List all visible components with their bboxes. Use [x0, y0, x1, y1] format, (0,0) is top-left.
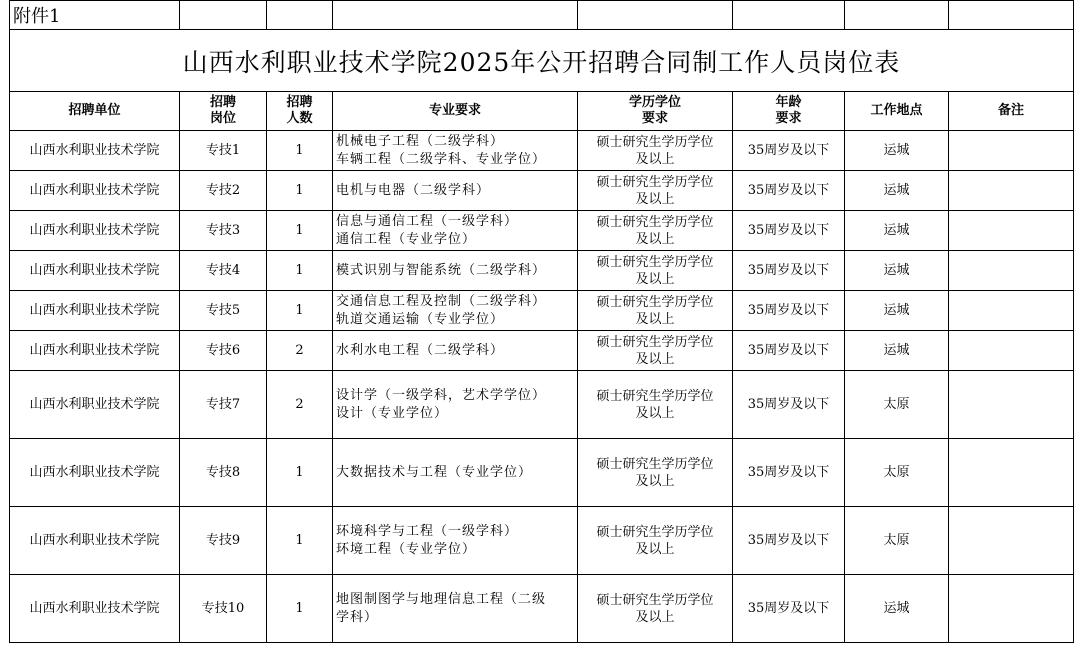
empty-cell: [578, 1, 733, 30]
count-cell: 1: [267, 291, 333, 331]
count-cell: 2: [267, 371, 333, 439]
unit-cell: 山西水利职业技术学院: [10, 575, 180, 643]
degree-line: 硕士研究生学历学位: [596, 254, 714, 270]
location-cell: 运城: [845, 331, 949, 371]
major-line: 水利水电工程（二级学科）: [336, 342, 505, 358]
major-cell: [333, 507, 578, 575]
remarks-cell: [949, 575, 1074, 643]
post-cell: 专技1: [180, 131, 267, 171]
remarks-cell: [949, 439, 1074, 507]
header-count-line: 人数: [286, 111, 313, 126]
post-cell: 专技9: [180, 507, 267, 575]
header-remarks: 备注: [949, 92, 1074, 131]
empty-cell: [180, 1, 267, 30]
major-line: 机械电子工程（二级学科）: [336, 133, 505, 149]
header-degree-line: 学历学位: [628, 95, 681, 110]
degree-cell: [578, 331, 733, 371]
degree-line: 及以上: [635, 473, 675, 489]
remarks-cell: [949, 507, 1074, 575]
degree-line: 及以上: [635, 191, 675, 207]
degree-line: 硕士研究生学历学位: [596, 334, 714, 350]
unit-cell: 山西水利职业技术学院: [10, 131, 180, 171]
age-cell: 35周岁及以下: [733, 371, 845, 439]
header-post-line: 岗位: [209, 111, 236, 126]
degree-cell: [578, 171, 733, 211]
degree-line: 硕士研究生学历学位: [596, 294, 714, 310]
header-degree-line: 要求: [641, 111, 668, 126]
major-line: 车辆工程（二级学科、专业学位）: [336, 151, 547, 167]
attachment-row: [10, 1, 1074, 30]
job-positions-table: [9, 0, 1074, 643]
age-cell: 35周岁及以下: [733, 171, 845, 211]
post-cell: 专技5: [180, 291, 267, 331]
major-cell: [333, 171, 578, 211]
major-cell: [333, 251, 578, 291]
major-line: 轨道交通运输（专业学位）: [336, 311, 505, 327]
degree-line: 硕士研究生学历学位: [596, 174, 714, 190]
post-cell: 专技10: [180, 575, 267, 643]
header-count: [267, 92, 333, 131]
remarks-cell: [949, 171, 1074, 211]
degree-line: 及以上: [635, 351, 675, 367]
degree-line: 及以上: [635, 311, 675, 327]
degree-line: 硕士研究生学历学位: [596, 456, 714, 472]
unit-cell: 山西水利职业技术学院: [10, 171, 180, 211]
age-cell: 35周岁及以下: [733, 331, 845, 371]
degree-cell: [578, 251, 733, 291]
major-cell: [333, 131, 578, 171]
table-row: [10, 131, 1074, 171]
header-row: [10, 92, 1074, 131]
table-row: [10, 251, 1074, 291]
table-row: [10, 507, 1074, 575]
count-cell: 1: [267, 131, 333, 171]
major-line: 模式识别与智能系统（二级学科）: [336, 262, 547, 278]
degree-line: 及以上: [635, 271, 675, 287]
location-cell: 太原: [845, 507, 949, 575]
empty-cell: [267, 1, 333, 30]
header-post-line: 招聘: [209, 95, 236, 110]
major-line: 环境工程（专业学位）: [336, 541, 477, 557]
page-title: 山西水利职业技术学院2025年公开招聘合同制工作人员岗位表: [10, 30, 1074, 92]
location-cell: 运城: [845, 575, 949, 643]
post-cell: 专技8: [180, 439, 267, 507]
degree-cell: [578, 371, 733, 439]
degree-line: 及以上: [635, 405, 675, 421]
unit-cell: 山西水利职业技术学院: [10, 331, 180, 371]
age-cell: 35周岁及以下: [733, 291, 845, 331]
major-cell: [333, 575, 578, 643]
location-cell: 运城: [845, 171, 949, 211]
degree-line: 及以上: [635, 151, 675, 167]
degree-line: 及以上: [635, 609, 675, 625]
location-cell: 运城: [845, 291, 949, 331]
count-cell: 1: [267, 171, 333, 211]
header-degree: [578, 92, 733, 131]
header-count-line: 招聘: [286, 95, 313, 110]
age-cell: 35周岁及以下: [733, 211, 845, 251]
header-major: 专业要求: [333, 92, 578, 131]
degree-cell: [578, 131, 733, 171]
degree-line: 及以上: [635, 231, 675, 247]
count-cell: 1: [267, 507, 333, 575]
major-line: 电机与电器（二级学科）: [336, 182, 491, 198]
degree-line: 硕士研究生学历学位: [596, 134, 714, 150]
major-line: 信息与通信工程（一级学科）: [336, 213, 519, 229]
degree-cell: [578, 211, 733, 251]
unit-cell: 山西水利职业技术学院: [10, 211, 180, 251]
unit-cell: 山西水利职业技术学院: [10, 291, 180, 331]
count-cell: 1: [267, 575, 333, 643]
empty-cell: [845, 1, 949, 30]
age-cell: 35周岁及以下: [733, 251, 845, 291]
post-cell: 专技7: [180, 371, 267, 439]
title-row: [10, 30, 1074, 92]
remarks-cell: [949, 371, 1074, 439]
major-line: 通信工程（专业学位）: [336, 231, 477, 247]
header-location: 工作地点: [845, 92, 949, 131]
degree-line: 及以上: [635, 541, 675, 557]
table-row: [10, 291, 1074, 331]
header-age-line: 年龄: [775, 95, 802, 110]
table-row: [10, 575, 1074, 643]
major-cell: [333, 371, 578, 439]
header-age: [733, 92, 845, 131]
header-unit: 招聘单位: [10, 92, 180, 131]
post-cell: 专技4: [180, 251, 267, 291]
count-cell: 2: [267, 331, 333, 371]
major-line: 大数据技术与工程（专业学位）: [336, 464, 533, 480]
age-cell: 35周岁及以下: [733, 575, 845, 643]
location-cell: 太原: [845, 371, 949, 439]
major-cell: [333, 211, 578, 251]
header-post: [180, 92, 267, 131]
major-cell: [333, 331, 578, 371]
major-line: 设计学（一级学科，艺术学学位）: [336, 387, 547, 403]
degree-cell: [578, 439, 733, 507]
count-cell: 1: [267, 251, 333, 291]
major-line: 设计（专业学位）: [336, 405, 449, 421]
empty-cell: [333, 1, 578, 30]
unit-cell: 山西水利职业技术学院: [10, 507, 180, 575]
degree-cell: [578, 291, 733, 331]
count-cell: 1: [267, 439, 333, 507]
post-cell: 专技2: [180, 171, 267, 211]
table-row: [10, 211, 1074, 251]
major-cell: [333, 291, 578, 331]
degree-line: 硕士研究生学历学位: [596, 388, 714, 404]
degree-line: 硕士研究生学历学位: [596, 214, 714, 230]
degree-cell: [578, 507, 733, 575]
degree-line: 硕士研究生学历学位: [596, 592, 714, 608]
table-row: [10, 171, 1074, 211]
unit-cell: 山西水利职业技术学院: [10, 251, 180, 291]
age-cell: 35周岁及以下: [733, 439, 845, 507]
table-row: [10, 371, 1074, 439]
major-cell: [333, 439, 578, 507]
attachment-label: 附件1: [10, 1, 180, 30]
count-cell: 1: [267, 211, 333, 251]
remarks-cell: [949, 251, 1074, 291]
age-cell: 35周岁及以下: [733, 131, 845, 171]
table-row: [10, 331, 1074, 371]
empty-cell: [949, 1, 1074, 30]
remarks-cell: [949, 331, 1074, 371]
location-cell: 运城: [845, 131, 949, 171]
post-cell: 专技6: [180, 331, 267, 371]
header-age-line: 要求: [775, 111, 802, 126]
degree-cell: [578, 575, 733, 643]
post-cell: 专技3: [180, 211, 267, 251]
major-line: 学科）: [336, 609, 379, 625]
major-line: 交通信息工程及控制（二级学科）: [336, 293, 547, 309]
major-line: 环境科学与工程（一级学科）: [336, 523, 519, 539]
remarks-cell: [949, 131, 1074, 171]
remarks-cell: [949, 211, 1074, 251]
unit-cell: 山西水利职业技术学院: [10, 439, 180, 507]
location-cell: 运城: [845, 251, 949, 291]
remarks-cell: [949, 291, 1074, 331]
location-cell: 运城: [845, 211, 949, 251]
major-line: 地图制图学与地理信息工程（二级: [336, 591, 547, 607]
empty-cell: [733, 1, 845, 30]
location-cell: 太原: [845, 439, 949, 507]
table-row: [10, 439, 1074, 507]
unit-cell: 山西水利职业技术学院: [10, 371, 180, 439]
degree-line: 硕士研究生学历学位: [596, 524, 714, 540]
age-cell: 35周岁及以下: [733, 507, 845, 575]
